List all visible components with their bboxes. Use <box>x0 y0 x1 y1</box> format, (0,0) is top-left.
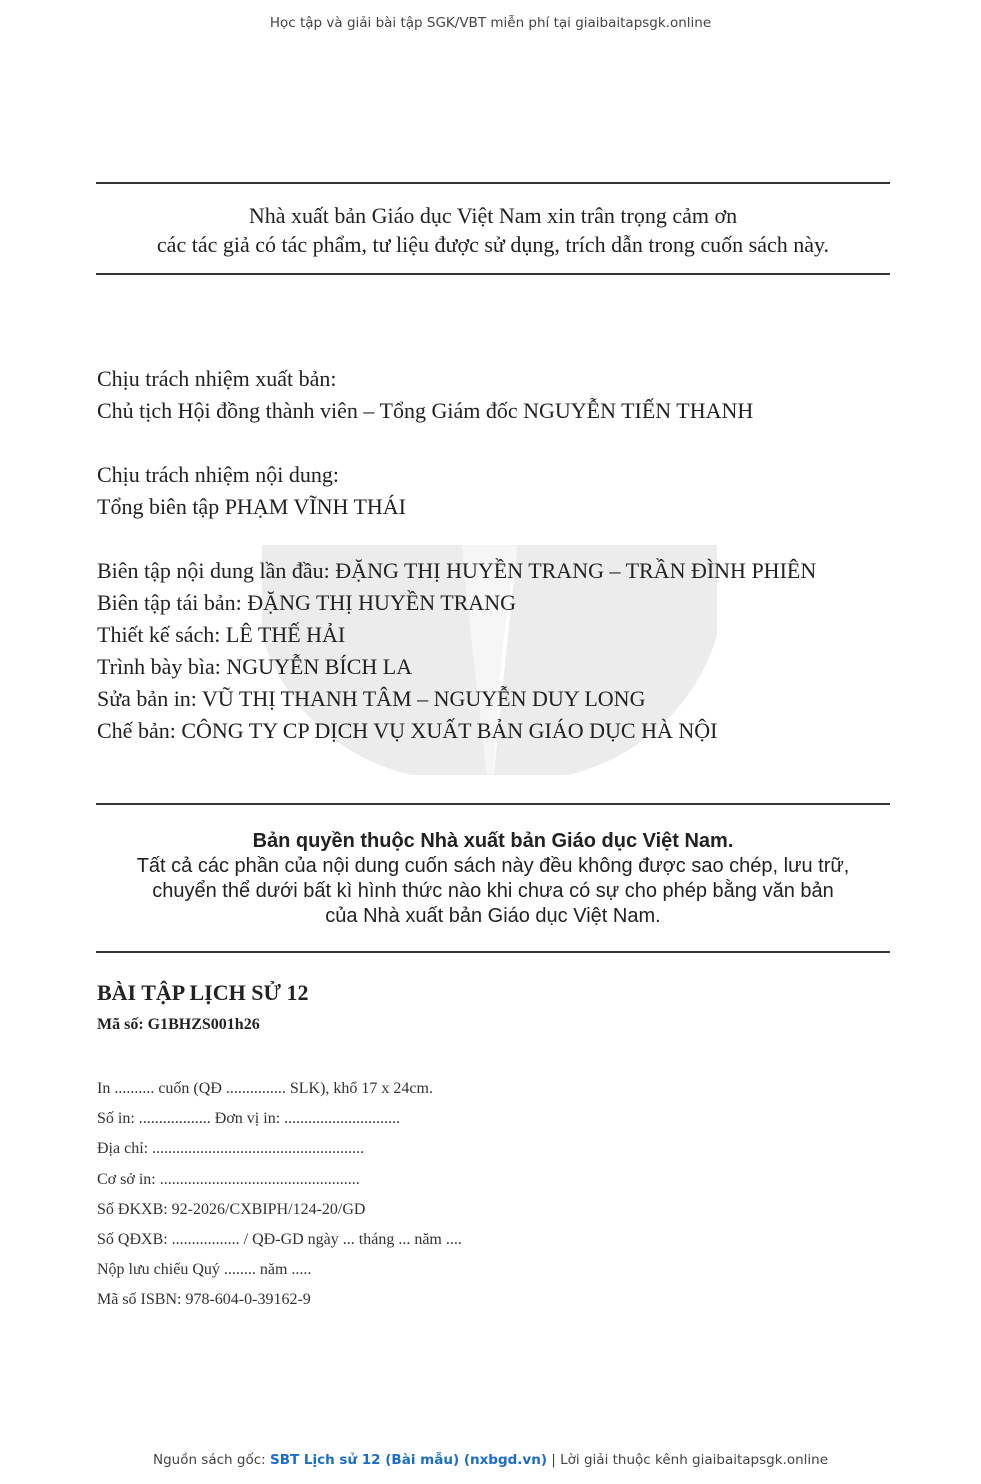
print-info-line: Mã số ISBN: 978-604-0-39162-9 <box>97 1291 311 1309</box>
book-code: Mã số: G1BHZS001h26 <box>97 1016 260 1033</box>
site-banner: Học tập và giải bài tập SGK/VBT miễn phí tại giaibaitapsgk.online <box>269 15 712 31</box>
print-info-line: Cơ sở in: .................................................. <box>97 1170 360 1188</box>
print-info-line: Số ĐKXB: 92-2026/CXBIPH/124-20/GD <box>97 1200 366 1218</box>
book-title: BÀI TẬP LỊCH SỬ 12 <box>97 980 309 1005</box>
print-info-line: Số in: .................. Đơn vị in: ............................. <box>97 1110 401 1128</box>
credit-line-design: Thiết kế sách: LÊ THẾ HẢI <box>97 622 346 647</box>
print-info-line: Nộp lưu chiểu Quý ........ năm ..... <box>97 1261 312 1279</box>
content-responsibility-label: Chịu trách nhiệm nội dung: <box>97 462 339 487</box>
footer-separator: | <box>547 1452 561 1468</box>
acknowledgement-line-2: các tác giả có tác phẩm, tư liệu được sử dụng, trích dẫn trong cuốn sách này. <box>156 232 830 257</box>
acknowledgement-line-1: Nhà xuất bản Giáo dục Việt Nam xin trân trọng cảm ơn <box>248 203 738 228</box>
publishing-responsibility-person: Chủ tịch Hội đồng thành viên – Tổng Giám đốc NGUYỄN TIẾN THANH <box>97 398 754 423</box>
copyright-line-3: của Nhà xuất bản Giáo dục Việt Nam. <box>325 905 661 927</box>
copyright-line-2: chuyển thể dưới bất kì hình thức nào khi chưa có sự cho phép bằng văn bản <box>152 880 834 902</box>
copyright-line-1: Tất cả các phần của nội dung cuốn sách này đều không được sao chép, lưu trữ, <box>136 855 850 877</box>
source-footer <box>0 1452 981 1468</box>
print-info-line: Địa chỉ: ..................................................... <box>97 1140 365 1158</box>
divider-copyright-bottom <box>96 951 890 953</box>
divider-acknowledgement-bottom <box>96 273 890 275</box>
credit-line-proofread: Sửa bản in: VŨ THỊ THANH TÂM – NGUYỄN DUY LONG <box>97 686 646 711</box>
acknowledgement <box>96 201 890 259</box>
credit-line-typesetting: Chế bản: CÔNG TY CP DỊCH VỤ XUẤT BẢN GIÁO DỤC HÀ NỘI <box>97 718 718 743</box>
source-book-link[interactable]: SBT Lịch sử 12 (Bài mẫu) (nxbgd.vn) <box>269 1452 548 1468</box>
credit-line-reedit: Biên tập tái bản: ĐẶNG THỊ HUYỀN TRANG <box>97 590 516 615</box>
print-info-line: In .......... cuốn (QĐ ............... SLK), khổ 17 x 24cm. <box>97 1080 433 1097</box>
divider-copyright-top <box>96 803 890 805</box>
divider-top <box>96 182 890 184</box>
footer-suffix: Lời giải thuộc kênh giaibaitapsgk.online <box>560 1452 829 1468</box>
copyright-notice <box>96 829 890 929</box>
credit-line-first-edit: Biên tập nội dung lần đầu: ĐẶNG THỊ HUYỀN TRANG – TRẦN ĐÌNH PHIÊN <box>97 558 817 583</box>
credits-block <box>97 363 816 747</box>
footer-prefix: Nguồn sách gốc: <box>152 1452 270 1468</box>
print-info <box>97 1074 462 1316</box>
content-responsibility-person: Tổng biên tập PHẠM VĨNH THÁI <box>97 494 406 519</box>
credit-line-cover: Trình bày bìa: NGUYỄN BÍCH LA <box>97 654 413 679</box>
print-info-line: Số QĐXB: ................. / QĐ-GD ngày ... tháng ... năm .... <box>97 1231 462 1249</box>
copyright-title: Bản quyền thuộc Nhà xuất bản Giáo dục Việt Nam. <box>252 830 734 852</box>
publishing-responsibility-label: Chịu trách nhiệm xuất bản: <box>97 366 337 391</box>
